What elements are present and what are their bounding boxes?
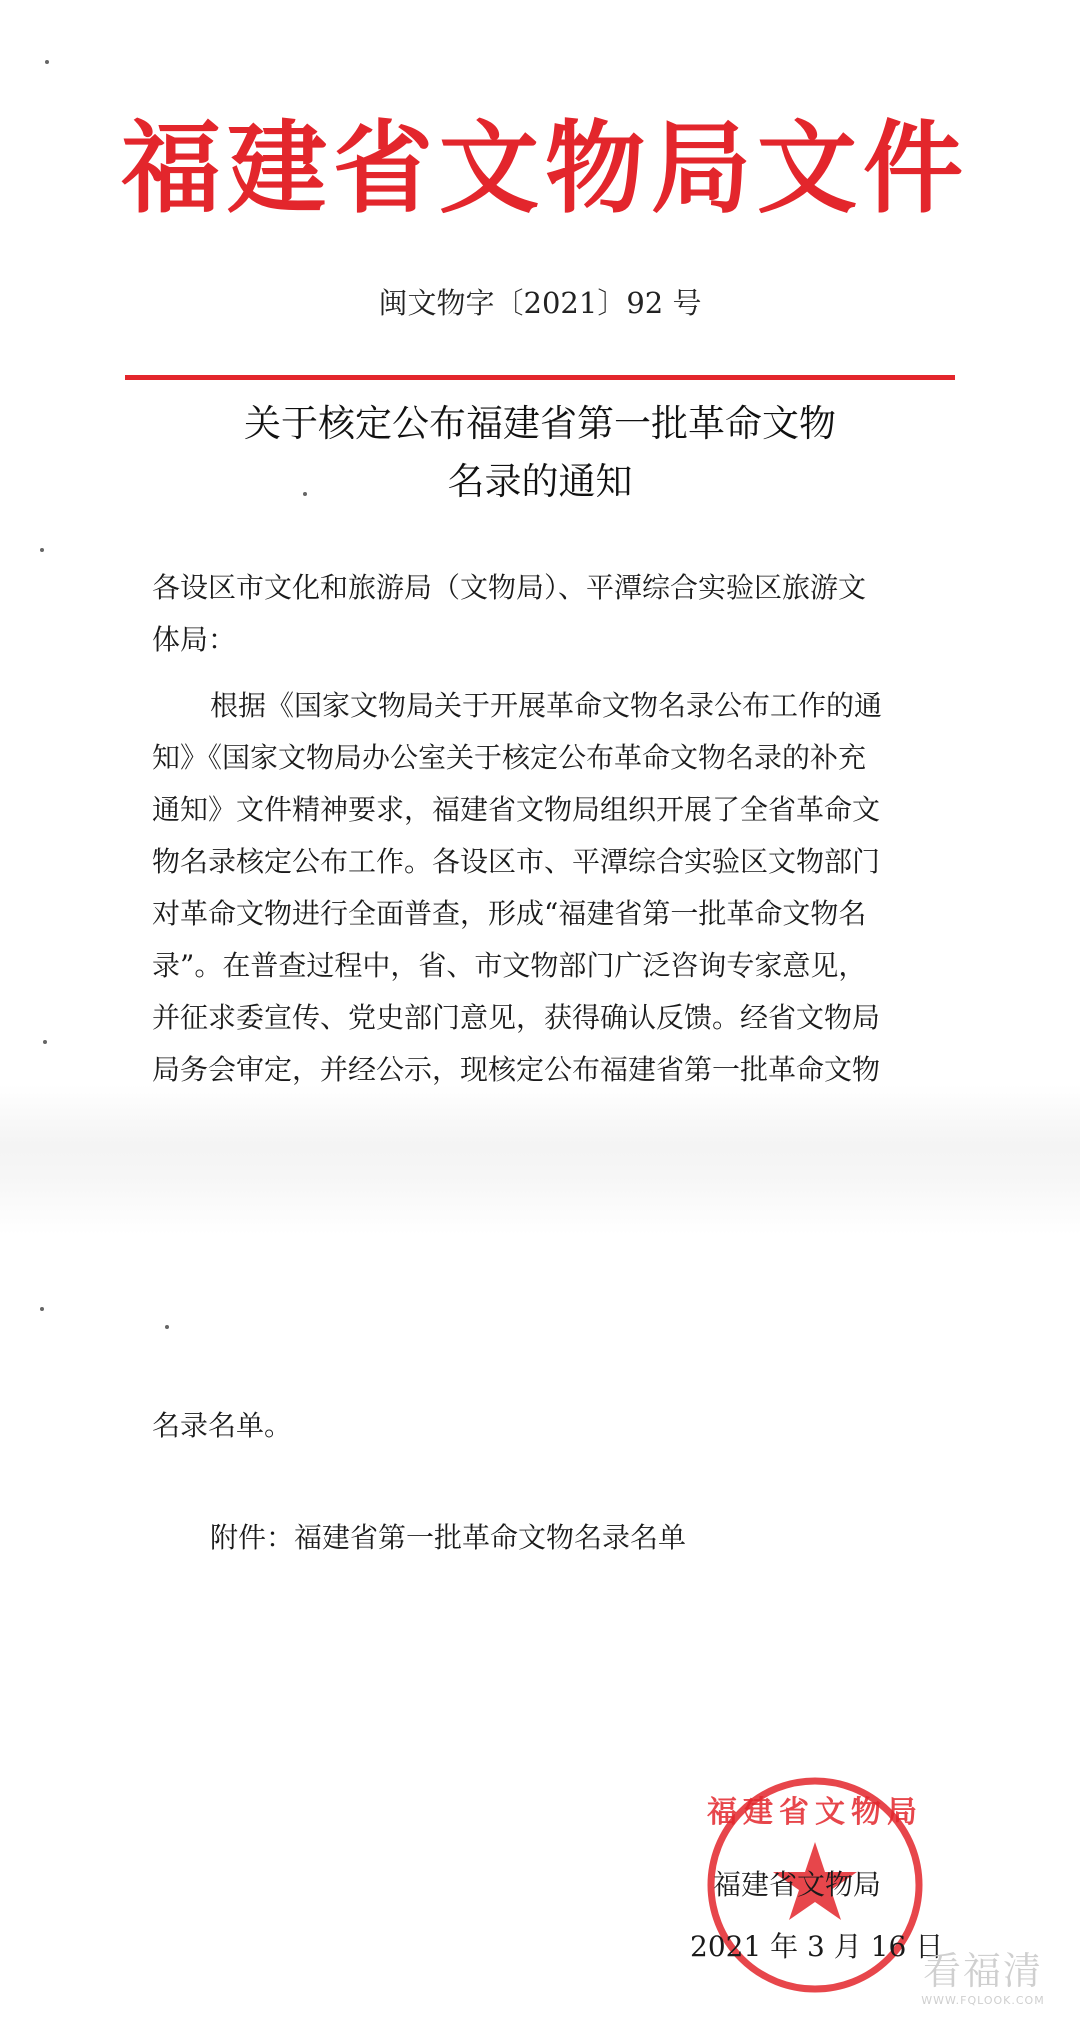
body-line: 物名录核定公布工作。各设区市、平潭综合实验区文物部门 [152, 845, 881, 878]
body-line: 录”。在普查过程中，省、市文物部门广泛咨询专家意见， [152, 949, 867, 982]
red-divider-line [125, 375, 955, 380]
body-line: 知》《国家文物局办公室关于核定公布革命文物名录的补充 [152, 741, 867, 774]
scan-speck [43, 1040, 47, 1044]
watermark-url: WWW.FQLOOK.COM [921, 1994, 1045, 2007]
scan-speck [40, 1307, 44, 1311]
attachment-line: 附件：福建省第一批革命文物名录名单 [210, 1521, 687, 1554]
signer-name: 福建省文物局 [713, 1868, 882, 1901]
addressee [152, 562, 932, 666]
scan-speck [303, 492, 307, 496]
body-line: 对革命文物进行全面普查，形成“福建省第一批革命文物名 [152, 897, 867, 930]
body-line: 根据《国家文物局关于开展革命文物名录公布工作的通 [210, 689, 883, 722]
body-line: 局务会审定，并经公示，现核定公布福建省第一批革命文物 [152, 1053, 881, 1086]
subject-line-1: 关于核定公布福建省第一批革命文物 [244, 402, 836, 445]
scan-speck [165, 1325, 169, 1329]
document-number: 闽文物字〔2021〕92 号 [378, 286, 702, 320]
subject-line-2: 名录的通知 [447, 460, 633, 503]
document-header-title: 福建省文物局文件 [121, 109, 969, 227]
seal-text: 福建省文物局 [707, 1795, 923, 1830]
watermark-main: 看福清 [922, 1949, 1043, 1993]
page-fold-shadow [0, 1085, 1080, 1235]
scan-speck [40, 548, 44, 552]
addressee-line-1: 各设区市文化和旅游局（文物局）、平潭综合实验区旅游文 [152, 571, 867, 604]
scan-speck [45, 60, 49, 64]
addressee-line-2: 体局： [152, 623, 237, 656]
body-line: 通知》文件精神要求，福建省文物局组织开展了全省革命文 [152, 793, 881, 826]
body-line: 并征求委宣传、党史部门意见，获得确认反馈。经省文物局 [152, 1001, 881, 1034]
body-paragraph [152, 680, 932, 1096]
site-watermark [908, 1948, 1058, 2008]
signing-date: 2021 年 3 月 16 日 [690, 1930, 944, 1963]
notice-subject [0, 395, 1080, 511]
body-tail: 名录名单。 [152, 1409, 293, 1442]
